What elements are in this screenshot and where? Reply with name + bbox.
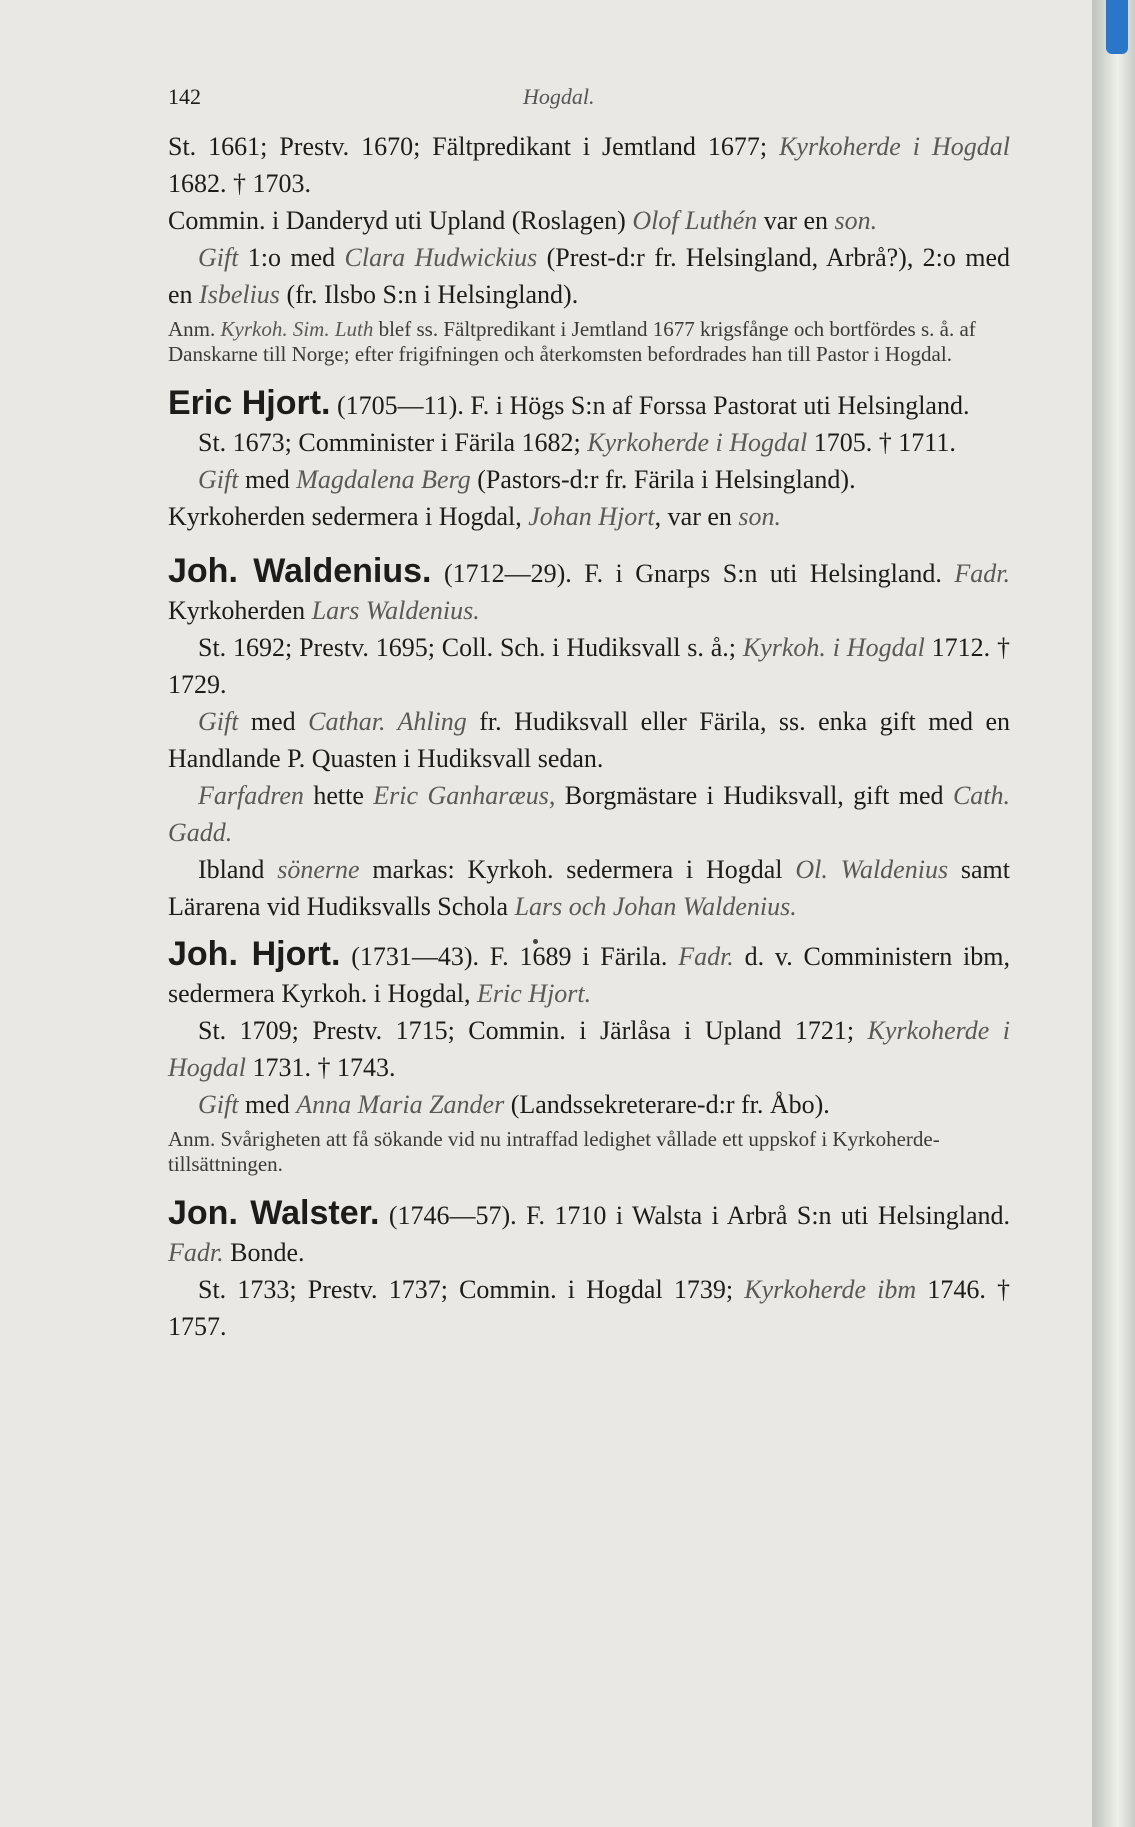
italic-text: Gift <box>198 1090 239 1119</box>
entry-line: (1712—29). F. i Gnarps S:n uti Helsingland. Fadr. Kyrkoherden Lars Waldenius. <box>168 559 1010 625</box>
italic-text: Gift <box>198 707 239 736</box>
italic-text: Kyrkoherde i Hogdal <box>587 428 808 457</box>
page-number: 142 <box>168 84 201 109</box>
entry-line: St. 1661; Prestv. 1670; Fältpredikant i Jemtland 1677; Kyrkoherde i Hogdal 1682. † 1703. <box>168 132 1010 198</box>
annotation-note: Anm. Kyrkoh. Sim. Luth blef ss. Fältpredikant i Jemtland 1677 krigsfånge och bortfördes s. å. af Danskarne till Norge; efter frigifningen och återkomsten befordrades han till Pastor i Hogdal. <box>168 317 976 366</box>
entry-heading <box>168 553 1010 629</box>
entry-line: (1705—11). F. i Högs S:n af Forssa Pastorat uti Helsingland. <box>330 391 970 420</box>
pastor-name: Joh. Hjort. <box>168 935 341 973</box>
entry-line: Gift med Magdalena Berg (Pastors-d:r fr. Färila i Helsingland). <box>198 465 856 494</box>
italic-text: Eric Hjort. <box>477 979 592 1008</box>
entry-line: Farfadren hette Eric Ganharæus, Borgmästare i Hudiksvall, gift med Cath. Gadd. <box>168 781 1011 847</box>
italic-text: Johan Hjort <box>528 502 655 531</box>
italic-text: Gift <box>198 243 239 272</box>
pastor-name: Jon. Walster. <box>168 1194 380 1232</box>
italic-text: Kyrkoherde ibm <box>744 1275 917 1304</box>
page-text <box>168 84 1010 1345</box>
entry-line: Gift med Cathar. Ahling fr. Hudiksvall eller Färila, ss. enka gift med en Handlande P. Quasten i Hudiksvall sedan. <box>168 707 1010 773</box>
italic-text: Kyrkoherde i Hogdal <box>168 1016 1011 1082</box>
italic-text: Kyrkoh. Sim. Luth <box>220 317 374 341</box>
entry-line: Gift 1:o med Clara Hudwickius (Prest-d:r fr. Helsingland, Arbrå?), 2:o med en Isbelius (fr. Ilsbo S:n i Helsingland). <box>168 243 1010 309</box>
italic-text: Isbelius <box>199 280 280 309</box>
annotation-note: Anm. Svårigheten att få sökande vid nu intraffad ledighet vållade ett uppskof i Kyrkoherde-tillsättningen. <box>168 1127 940 1176</box>
italic-text: Fadr. <box>168 1238 224 1267</box>
entry-heading <box>168 936 1010 1012</box>
entry-line: Ibland sönerne markas: Kyrkoh. sedermera i Hogdal Ol. Waldenius samt Lärarena vid Hudiksvalls Schola Lars och Johan Waldenius. <box>168 855 1010 921</box>
italic-text: Cathar. Ahling <box>308 707 467 736</box>
italic-text: Eric Ganharæus, <box>373 781 556 810</box>
entry-line: (1731—43). F. 1689 i Färila. Fadr. d. v. Comministern ibm, sedermera Kyrkoh. i Hogdal, Eric Hjort. <box>168 942 1010 1008</box>
italic-text: Kyrkoh. i Hogdal <box>742 633 925 662</box>
running-title: Hogdal. <box>523 84 595 109</box>
italic-text: Cath. Gadd. <box>168 781 1011 847</box>
entry-line: (1746—57). F. 1710 i Walsta i Arbrå S:n uti Helsingland. Fadr. Bonde. <box>168 1201 1011 1267</box>
italic-text: Clara Hudwickius <box>344 243 538 272</box>
entry-heading <box>168 1195 1010 1271</box>
blue-tab-marker <box>1106 0 1128 54</box>
page-header <box>168 84 1010 128</box>
italic-text: Gift <box>198 465 239 494</box>
italic-text: Lars och Johan Waldenius. <box>514 892 797 921</box>
pastor-name: Eric Hjort. <box>168 384 331 422</box>
entry-line: Kyrkoherden sedermera i Hogdal, Johan Hjort, var en son. <box>168 502 782 531</box>
entry-line: Gift med Anna Maria Zander (Landssekreterare-d:r fr. Åbo). <box>198 1090 830 1119</box>
entry-heading <box>168 385 1010 424</box>
entry-line: St. 1709; Prestv. 1715; Commin. i Järlåsa i Upland 1721; Kyrkoherde i Hogdal 1731. † 1743. <box>168 1016 1011 1082</box>
pastor-name: Joh. Waldenius. <box>168 552 432 590</box>
entry-line: St. 1692; Prestv. 1695; Coll. Sch. i Hudiksvall s. å.; Kyrkoh. i Hogdal 1712. † 1729. <box>168 633 1010 699</box>
page-edge <box>1092 0 1135 1827</box>
italic-text: Farfadren <box>198 781 304 810</box>
entry-line: St. 1733; Prestv. 1737; Commin. i Hogdal 1739; Kyrkoherde ibm 1746. † 1757. <box>168 1275 1010 1341</box>
entry-line: Commin. i Danderyd uti Upland (Roslagen) Olof Luthén var en son. <box>168 206 878 235</box>
italic-text: Kyrkoherde i Hogdal <box>779 132 1010 161</box>
italic-text: Fadr. <box>954 559 1010 588</box>
entry-line: St. 1673; Comminister i Färila 1682; Kyrkoherde i Hogdal 1705. † 1711. <box>198 428 956 457</box>
italic-text: Fadr. <box>678 942 734 971</box>
italic-text: son. <box>738 502 782 531</box>
italic-text: Ol. Waldenius <box>795 855 949 884</box>
italic-text: Magdalena Berg <box>296 465 471 494</box>
italic-text: Anna Maria Zander <box>296 1090 505 1119</box>
italic-text: sönerne <box>277 855 360 884</box>
italic-text: Lars Waldenius. <box>311 596 480 625</box>
italic-text: son. <box>834 206 878 235</box>
italic-text: Olof Luthén <box>632 206 758 235</box>
